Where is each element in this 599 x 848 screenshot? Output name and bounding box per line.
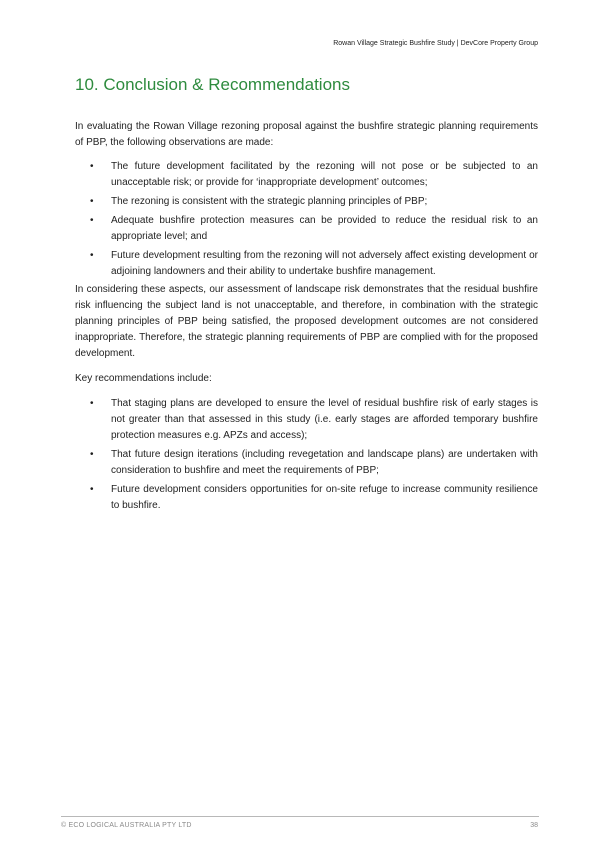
list-item [75,248,538,280]
page-number: 38 [530,822,538,829]
list-item-text: Future development considers opportunities for on-site refuge to increase community resilience to bushfire. [111,484,538,511]
list-item [75,194,538,210]
list-item-text: Adequate bushfire protection measures can be provided to reduce the residual risk to an appropriate level; and [111,215,538,242]
recommendations-list [75,396,538,517]
footer-divider [61,816,539,817]
list-item [75,396,538,444]
recommendations-intro: Key recommendations include: [75,373,212,384]
list-item-text: That future design iterations (including revegetation and landscape plans) are undertaken with consideration to bushfire and meet the requirements of PBP; [111,449,538,476]
list-item-text: Future development resulting from the rezoning will not adversely affect existing development or adjoining landowners and their ability to undertake bushfire management. [111,250,538,277]
list-item-text: The rezoning is consistent with the strategic planning principles of PBP; [111,196,428,207]
list-item-text: The future development facilitated by the rezoning will not pose or be subjected to an unacceptable risk; or provide for ‘inappropriate development’ outcomes; [111,161,538,188]
section-heading: 10. Conclusion & Recommendations [75,75,350,94]
footer-copyright: © ECO LOGICAL AUSTRALIA PTY LTD [61,822,192,829]
bullet-icon: • [90,398,94,409]
bullet-icon: • [90,449,94,460]
bullet-icon: • [90,484,94,495]
list-item-text: That staging plans are developed to ensure the level of residual bushfire risk of early stages is not greater than that assessed in this study (i.e. early stages are afforded temporary bushfire protection measures e.g. APZs and access); [111,398,538,441]
running-header: Rowan Village Strategic Bushfire Study | DevCore Property Group [333,40,538,47]
observations-list [75,159,538,283]
intro-paragraph: In evaluating the Rowan Village rezoning proposal against the bushfire strategic planning requirements of PBP, the following observations are made: [75,121,538,148]
list-item [75,159,538,191]
list-item [75,213,538,245]
list-item [75,482,538,514]
bullet-icon: • [90,215,94,226]
bullet-icon: • [90,196,94,207]
consideration-paragraph: In considering these aspects, our assessment of landscape risk demonstrates that the residual bushfire risk influencing the subject land is not unacceptable, and therefore, in combination with the strategic planning principles of PBP being satisfied, the proposed development outcomes are not considered inappropriate. Therefore, the strategic planning requirements of PBP are complied with for the proposed development. [75,284,538,359]
bullet-icon: • [90,250,94,261]
bullet-icon: • [90,161,94,172]
list-item [75,447,538,479]
